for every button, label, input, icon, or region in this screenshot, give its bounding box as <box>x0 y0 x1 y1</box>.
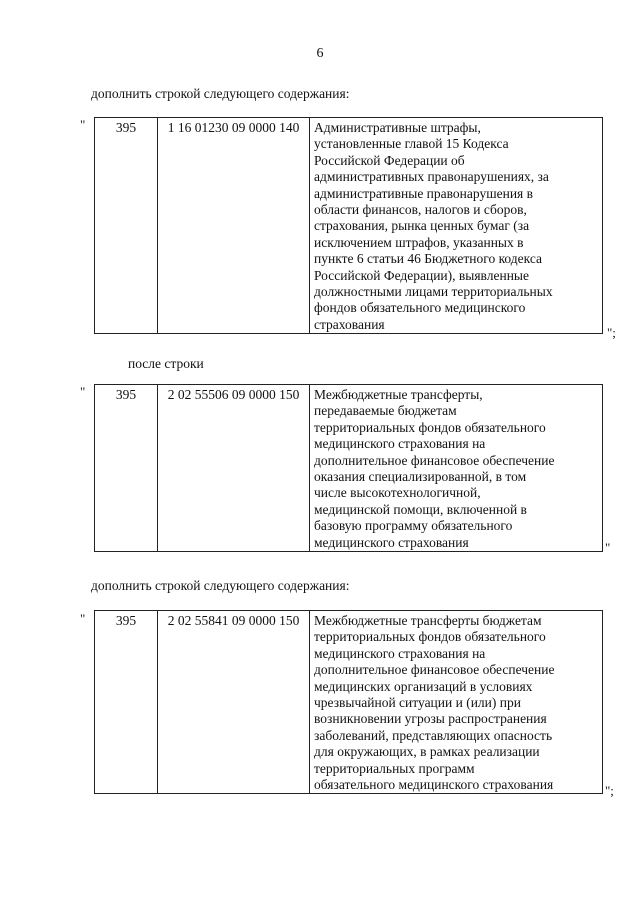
description-line: Межбюджетные трансферты бюджетам <box>314 613 542 628</box>
kbk-code-cell: 2 02 55841 09 0000 150 <box>158 611 310 794</box>
description-line: обязательного медицинского страхования <box>314 777 554 793</box>
description-line: территориальных фондов обязательного <box>314 629 546 645</box>
description-line: медицинской помощи, включенной в <box>314 501 527 517</box>
description-cell <box>310 611 603 794</box>
description-line: числе высокотехнологичной, <box>314 485 481 501</box>
description-line: пункте 6 статьи 46 Бюджетного кодекса <box>314 251 543 267</box>
description-line: медицинского страхования на <box>314 436 486 452</box>
description-line: установленные главой 15 Кодекса <box>314 136 509 152</box>
description-line: области финансов, налогов и сборов, <box>314 202 527 218</box>
description-line: оказания специализированной, в том <box>314 469 527 485</box>
description-line: возникновении угрозы распространения <box>314 711 547 727</box>
description-line: исключением штрафов, указанных в <box>314 234 524 250</box>
description-cell <box>310 118 603 334</box>
description-line: медицинских организаций в условиях <box>314 678 533 694</box>
open-quote: " <box>80 384 86 399</box>
description-line: территориальных фондов обязательного <box>314 419 546 435</box>
description-line: фондов обязательного медицинского <box>314 300 526 316</box>
open-quote: " <box>80 117 86 132</box>
admin-code-cell: 395 <box>95 385 158 552</box>
description-line: базовую программу обязательного <box>314 518 513 534</box>
table-row <box>95 611 603 794</box>
description-line: Российской Федерации), выявленные <box>314 267 529 283</box>
kbk-code-cell: 2 02 55506 09 0000 150 <box>158 385 310 552</box>
description-line: территориальных программ <box>314 760 475 776</box>
budget-row-table <box>94 610 603 794</box>
description-line: Межбюджетные трансферты, <box>314 387 483 402</box>
kbk-code-cell: 1 16 01230 09 0000 140 <box>158 118 310 334</box>
description-line: передаваемые бюджетам <box>314 403 457 419</box>
description-line: для окружающих, в рамках реализации <box>314 744 540 760</box>
intro-text: после строки <box>128 356 204 371</box>
admin-code-cell: 395 <box>95 118 158 334</box>
description-line: административные правонарушения в <box>314 185 534 201</box>
description-line: Административные штрафы, <box>314 120 481 135</box>
description-cell <box>310 385 603 552</box>
description-line: страхования, рынка ценных бумаг (за <box>314 218 530 234</box>
close-quote: "; <box>605 783 614 798</box>
description-line: Российской Федерации об <box>314 152 465 168</box>
close-quote: " <box>605 540 611 555</box>
budget-row-table <box>94 384 603 552</box>
open-quote: " <box>80 611 86 626</box>
admin-code-cell: 395 <box>95 611 158 794</box>
description-line: страхования <box>314 316 385 332</box>
close-quote: "; <box>607 325 616 340</box>
description-line: дополнительное финансовое обеспечение <box>314 452 555 468</box>
table-row <box>95 385 603 552</box>
description-line: медицинского страхования <box>314 534 469 550</box>
page-number: 6 <box>316 46 324 61</box>
description-line: медицинского страхования на <box>314 645 486 661</box>
intro-text: дополнить строкой следующего содержания: <box>91 86 350 101</box>
table-row <box>95 118 603 334</box>
description-line: административных правонарушениях, за <box>314 169 549 185</box>
description-line: дополнительное финансовое обеспечение <box>314 662 555 678</box>
intro-text: дополнить строкой следующего содержания: <box>91 578 350 593</box>
description-line: заболеваний, представляющих опасность <box>314 727 553 743</box>
description-line: должностными лицами территориальных <box>314 284 553 300</box>
budget-row-table <box>94 117 603 334</box>
description-line: чрезвычайной ситуации и (или) при <box>314 695 521 711</box>
